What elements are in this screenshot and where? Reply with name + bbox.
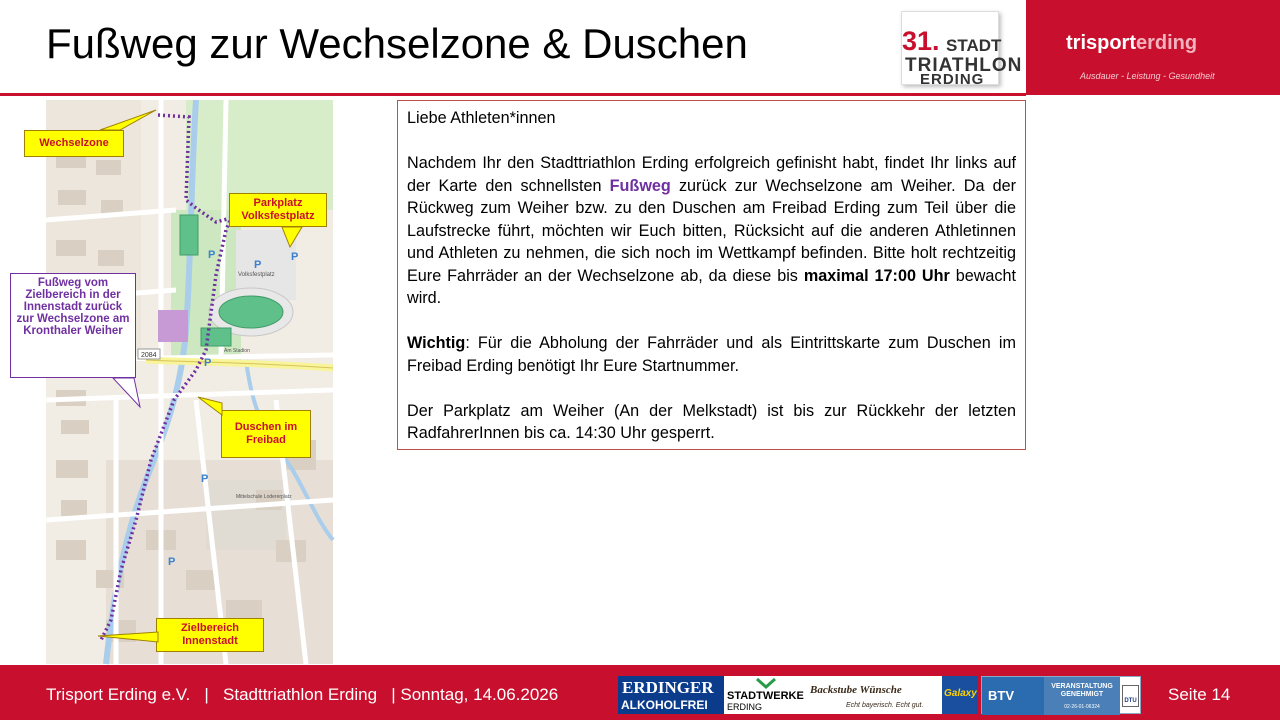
paragraph-2-rest: : Für die Abholung der Fahrräder und als Eintrittskarte zum Duschen im Freibad Erding benötigt Ihr Eure Startnummer. <box>407 334 1016 375</box>
callout-duschen <box>221 410 311 458</box>
page-number: Seite 14 <box>1168 685 1231 704</box>
info-textbox <box>397 100 1026 450</box>
dtu-logo: DTU <box>1122 685 1139 707</box>
paragraph-2 <box>407 332 1016 377</box>
sponsor-erdinger-name: ERDINGER <box>622 678 714 697</box>
svg-text:P: P <box>254 259 262 271</box>
sponsor-backstube-name: Backstube Wünsche <box>810 684 902 696</box>
am-stadion-label: Am Stadion <box>224 348 250 354</box>
callout-parkplatz-pointer <box>280 226 310 250</box>
callout-zielbereich <box>156 618 264 652</box>
event-logo-number: 31. <box>902 26 940 56</box>
callout-duschen-text: Duschen im Freibad <box>234 421 298 446</box>
callout-fussweg-text: Fußweg vom Zielbereich in der Innenstadt zurück zur Wechselzone am Kronthaler Weiher <box>16 277 130 337</box>
route-map <box>46 100 333 664</box>
callout-parkplatz <box>229 193 327 227</box>
deadline-highlight: maximal 17:00 Uhr <box>803 266 950 285</box>
stadtwerke-chevron-icon <box>755 677 777 690</box>
svg-text:P: P <box>291 251 299 263</box>
event-logo <box>901 11 1023 88</box>
brand-part2: erding <box>1136 32 1198 54</box>
btv-line2: 02-26-01-06324 <box>1064 704 1100 710</box>
btv-name: BTV <box>988 688 1014 703</box>
sponsor-galaxy-name: Galaxy <box>944 688 977 699</box>
page-title: Fußweg zur Wechselzone & Duschen <box>46 20 748 67</box>
paragraph-3: Der Parkplatz am Weiher (An der Melkstadt) ist bis zur Rückkehr der letzten RadfahrerInnen bis ca. 14:30 Uhr gesperrt. <box>407 401 1016 442</box>
callout-fussweg-pointer <box>112 377 144 409</box>
brand-panel <box>1026 0 1280 95</box>
paragraph-1-part-b: zurück zur Wechselzone am Weiher. Da der Rückweg zum Weiher bzw. zu den Duschen am Freibad Erding zum Teil über die Laufstrecke führt, möchten wir Euch bitten, Rücksicht auf die anderen Athletinnen und Athleten zu nehmen, die sich noch im Wettkampf befinden. Bitte holt rechtzeitig Eure Fahrräder an der Wechselzone ab, da diese bis <box>407 176 1017 285</box>
paragraph-1-part-c: bewacht wird. <box>407 266 1016 307</box>
brand-logo <box>1066 32 1197 55</box>
sponsor-backstube-sub: Echt bayerisch. Echt gut. <box>846 702 924 709</box>
svg-text:P: P <box>168 556 176 568</box>
sponsor-stadtwerke <box>725 676 807 714</box>
paragraph-1-part-a: Nachdem Ihr den Stadttriathlon Erding erfolgreich gefinisht habt, findet Ihr links auf der Karte den schnellsten <box>407 154 1016 195</box>
callout-parkplatz-text: Parkplatz Volksfestplatz <box>241 197 315 222</box>
brand-tagline: Ausdauer - Leistung - Gesundheit <box>1080 71 1215 81</box>
svg-text:P: P <box>208 249 216 261</box>
brand-part1: trisport <box>1066 32 1136 54</box>
wichtig-label: Wichtig <box>407 334 466 352</box>
svg-text:P: P <box>204 357 212 369</box>
btv-badge <box>981 676 1141 714</box>
sponsor-strip <box>618 676 978 714</box>
callout-wechselzone-text: Wechselzone <box>39 137 109 149</box>
fussweg-highlight: Fußweg <box>609 176 671 195</box>
map-drawing <box>46 100 333 664</box>
event-logo-line3: ERDING <box>920 71 985 88</box>
callout-wechselzone-pointer <box>90 108 160 134</box>
event-logo-line2: TRIATHLON <box>905 55 1023 76</box>
schule-label: Mittelschule Lodererplatz <box>236 494 292 500</box>
btv-line1: VERANSTALTUNG GENEHMIGT <box>1051 683 1113 698</box>
road-number-label: 2084 <box>141 352 157 359</box>
sponsor-galaxy <box>942 676 978 714</box>
sponsor-erdinger <box>618 676 724 714</box>
sponsor-stadtwerke-sub: ERDING <box>727 702 763 712</box>
sponsor-stadtwerke-name: STADTWERKE <box>727 690 804 702</box>
callout-fussweg <box>10 273 136 378</box>
paragraph-1 <box>407 152 1016 310</box>
header-divider <box>0 93 1026 96</box>
greeting: Liebe Athleten*innen <box>407 109 556 127</box>
callout-zielbereich-pointer <box>96 630 160 646</box>
event-logo-line1: STADT <box>946 36 1002 55</box>
callout-wechselzone <box>24 130 124 157</box>
footer-text: Trisport Erding e.V. | Stadttriathlon Erding | Sonntag, 14.06.2026 <box>46 685 559 704</box>
sponsor-erdinger-sub: ALKOHOLFREI <box>621 698 708 712</box>
sponsor-backstube <box>808 676 934 714</box>
svg-text:P: P <box>201 473 209 485</box>
callout-zielbereich-text: Zielbereich Innenstadt <box>180 622 240 647</box>
callout-duschen-pointer <box>195 395 225 419</box>
volksfestplatz-map-label: Volksfestplatz <box>238 272 275 278</box>
